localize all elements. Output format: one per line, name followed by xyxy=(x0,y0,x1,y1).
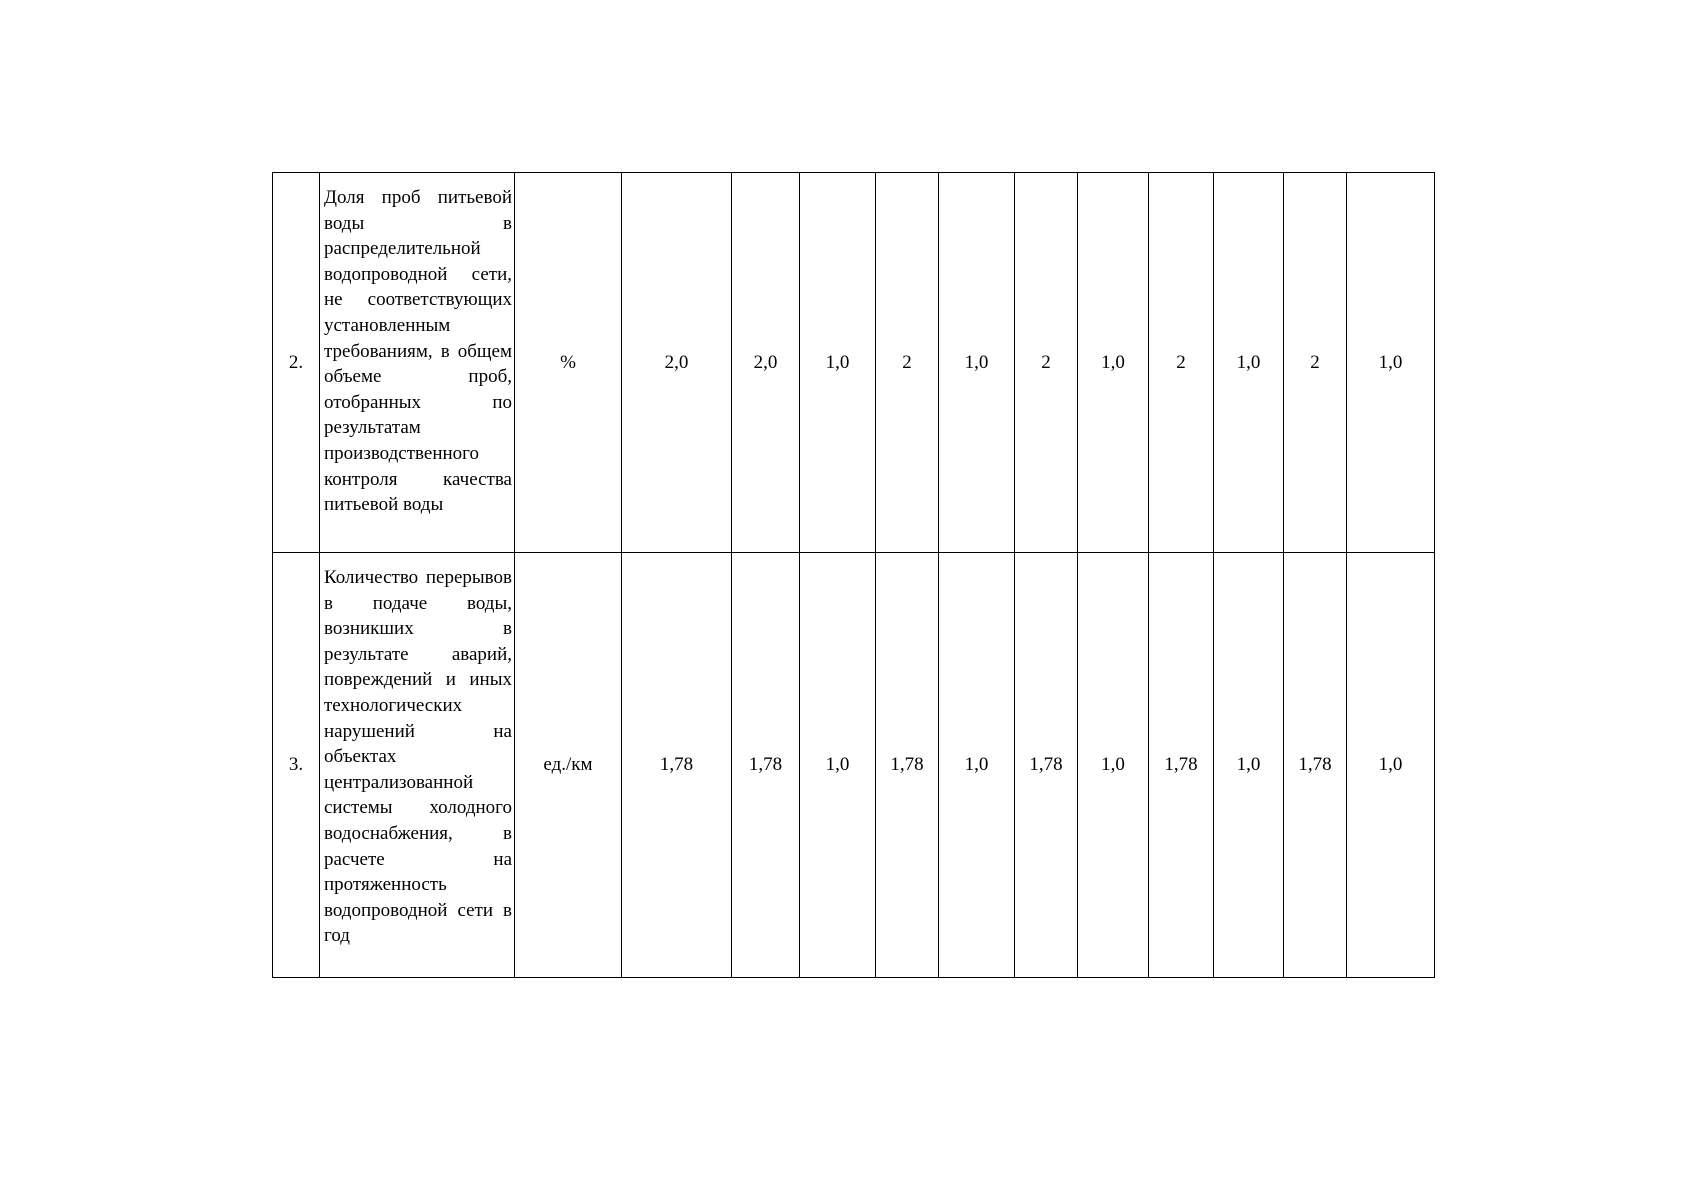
value-cell: 2 xyxy=(1015,173,1078,553)
table-row xyxy=(273,553,1435,978)
value-cell: 1,0 xyxy=(1214,173,1284,553)
value-cell: 1,0 xyxy=(1078,553,1149,978)
value-cell: 1,78 xyxy=(876,553,939,978)
value-cell: 1,0 xyxy=(1347,553,1435,978)
row-number: 3. xyxy=(273,553,320,978)
unit-cell: ед./км xyxy=(515,553,622,978)
indicators-table xyxy=(272,172,1435,978)
value-cell: 1,78 xyxy=(1149,553,1214,978)
value-cell: 2 xyxy=(876,173,939,553)
value-cell: 1,0 xyxy=(939,553,1015,978)
value-cell: 1,0 xyxy=(800,173,876,553)
value-cell: 1,0 xyxy=(1347,173,1435,553)
indicator-description: Доля проб питьевой воды в распределительной водопроводной сети, не соответствующих установленным требованиям, в общем объеме проб, отобранных по результатам производственного контроля качества питьевой воды xyxy=(320,173,515,553)
value-cell: 2 xyxy=(1284,173,1347,553)
value-cell: 1,0 xyxy=(1214,553,1284,978)
value-cell: 1,0 xyxy=(1078,173,1149,553)
indicator-description: Количество перерывов в подаче воды, возникших в результате аварий, повреждений и иных технологических нарушений на объектах централизованной системы холодного водоснабжения, в расчете на протяженность водопроводной сети в год xyxy=(320,553,515,978)
value-cell: 2 xyxy=(1149,173,1214,553)
value-cell: 1,78 xyxy=(732,553,800,978)
table-row xyxy=(273,173,1435,553)
value-cell: 1,78 xyxy=(1284,553,1347,978)
value-cell: 1,78 xyxy=(622,553,732,978)
row-number: 2. xyxy=(273,173,320,553)
unit-cell: % xyxy=(515,173,622,553)
value-cell: 2,0 xyxy=(732,173,800,553)
value-cell: 1,0 xyxy=(939,173,1015,553)
value-cell: 2,0 xyxy=(622,173,732,553)
value-cell: 1,0 xyxy=(800,553,876,978)
value-cell: 1,78 xyxy=(1015,553,1078,978)
